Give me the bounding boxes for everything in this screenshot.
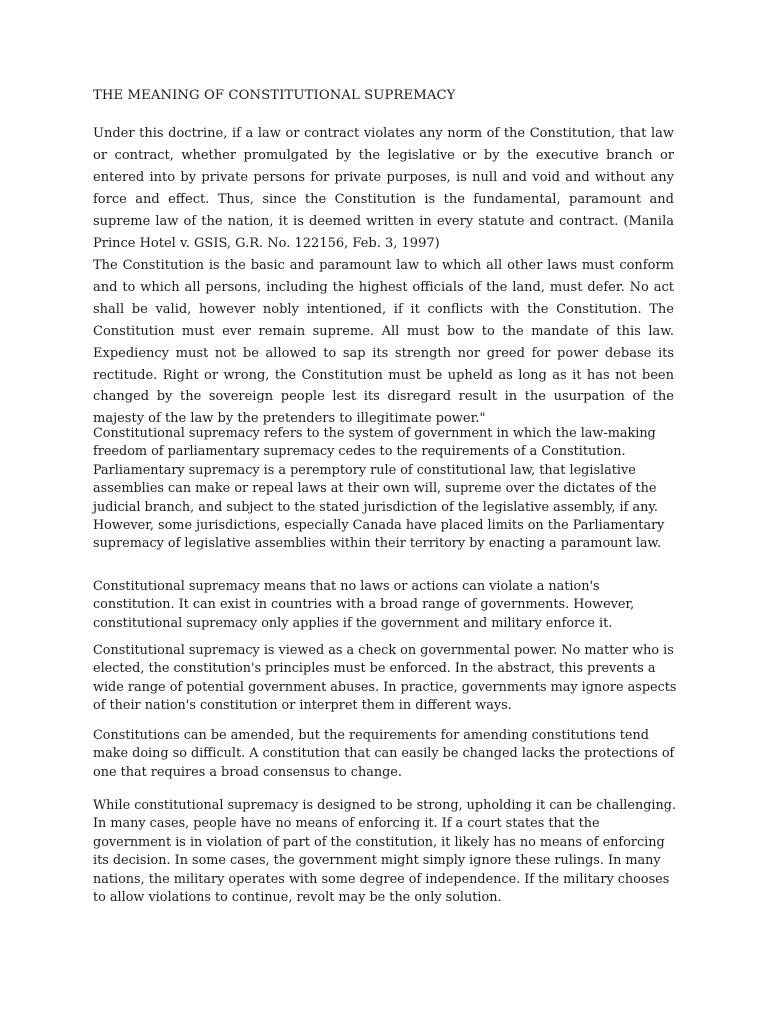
paragraph-amendment: Constitutions can be amended, but the requirements for amending constitutions tend make doing so difficult. A constitution that can easily be changed lacks the protections of one that requires a broad consensus to change. [93,728,675,780]
paragraph-parliamentary-supremacy: Constitutional supremacy refers to the system of government in which the law-making freedom of parliamentary supremacy cedes to the requirements of a Constitution. Parliamentary supremacy is a peremptory rule of constitutional law, that legislative assemblies can make or repeal laws at their own will, supreme over the dictates of the judicial branch, and subject to the stated jurisdiction of the legislative assembly, if any. However, some jurisdictions, especially Canada have placed limits on the Parliamentary supremacy of legislative assemblies within their territory by enacting a paramount law. [93,426,665,552]
paragraph-check-on-power: Constitutional supremacy is viewed as a check on governmental power. No matter who is elected, the constitution's principles must be enforced. In the abstract, this prevents a wide range of potential government abuses. In practice, governments may ignore aspects of their nation's constitution or interpret them in different ways. [93,643,677,714]
paragraph-enforcement-challenges: While constitutional supremacy is designed to be strong, upholding it can be challenging. In many cases, people have no means of enforcing it. If a court states that the government is in violation of part of the constitution, it likely has no means of enforcing its decision. In some cases, the government might simply ignore these rulings. In many nations, the military operates with some degree of independence. If the military chooses to allow violations to continue, revolt may be the only solution. [93,798,677,906]
document-title: THE MEANING OF CONSTITUTIONAL SUPREMACY [93,88,456,103]
paragraph-definition: Constitutional supremacy means that no laws or actions can violate a nation's constitution. It can exist in countries with a broad range of governments. However, constitutional supremacy only applies if the government and military enforce it. [93,579,635,631]
paragraph-doctrine: Under this doctrine, if a law or contract violates any norm of the Constitution, that law or contract, whether promulgated by the legislative or by the executive branch or entered into by private persons for private purposes, is null and void and without any force and effect. Thus, since the Constitution is the fundamental, paramount and supreme law of the nation, it is deemed written in every statute and contract. (Manila Prince Hotel v. GSIS, G.R. No. 122156, Feb. 3, 1997) [93,126,674,251]
paragraph-paramount-law: The Constitution is the basic and paramount law to which all other laws must conform and to which all persons, including the highest officials of the land, must defer. No act shall be valid, however nobly intentioned, if it conflicts with the Constitution. The Constitution must ever remain supreme. All must bow to the mandate of this law. Expediency must not be allowed to sap its strength nor greed for power debase its rectitude. Right or wrong, the Constitution must be upheld as long as it has not been changed by the sovereign people lest its disregard result in the usurpation of the majesty of the law by the pretenders to illegitimate power." [93,258,674,427]
